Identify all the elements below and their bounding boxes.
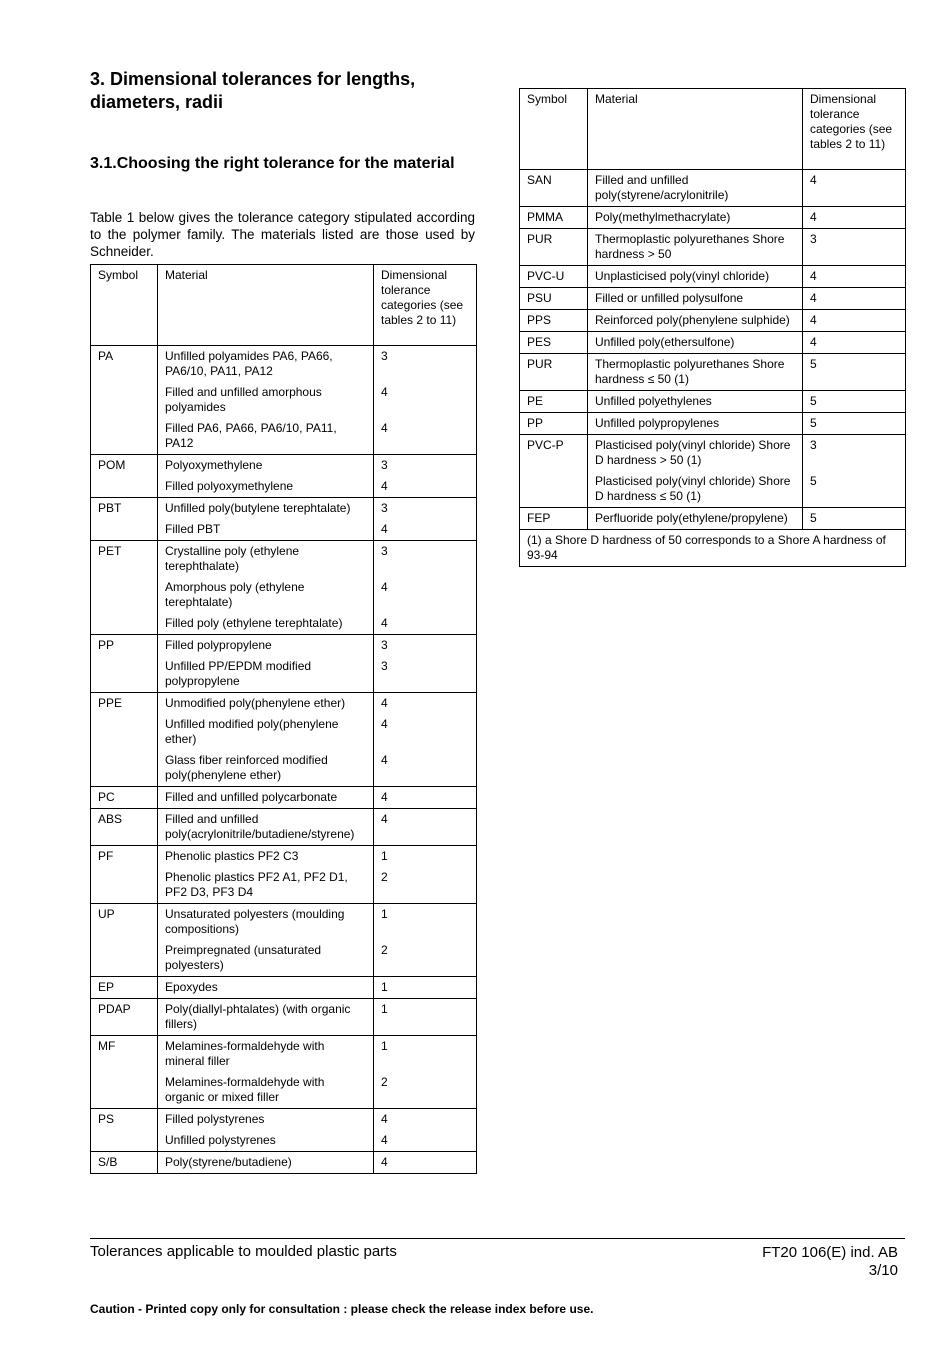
table-row <box>91 1152 477 1174</box>
table-row <box>520 170 906 207</box>
table-row <box>520 354 906 391</box>
table-row <box>520 207 906 229</box>
cell-category: 5 <box>803 354 906 391</box>
cell-material: Phenolic plastics PF2 A1, PF2 D1, PF2 D3, PF3 D4 <box>158 867 374 904</box>
cell-symbol <box>91 714 158 750</box>
table-row <box>91 1036 477 1073</box>
cell-material: Polyoxymethylene <box>158 455 374 477</box>
cell-material: Unfilled polystyrenes <box>158 1130 374 1152</box>
cell-category: 3 <box>374 455 477 477</box>
subsection-heading: 3.1.Choosing the right tolerance for the material <box>90 155 455 172</box>
cell-material: Reinforced poly(phenylene sulphide) <box>588 310 803 332</box>
table-row <box>91 904 477 941</box>
cell-symbol: PSU <box>520 288 588 310</box>
cell-material: Filled and unfilled polycarbonate <box>158 787 374 809</box>
cell-category: 5 <box>803 471 906 508</box>
cell-symbol <box>91 382 158 418</box>
cell-symbol <box>91 940 158 977</box>
cell-material: Phenolic plastics PF2 C3 <box>158 846 374 868</box>
cell-symbol: PES <box>520 332 588 354</box>
cell-symbol: UP <box>91 904 158 941</box>
table-row <box>91 1072 477 1109</box>
cell-material: Plasticised poly(vinyl chloride) Shore D hardness > 50 (1) <box>588 435 803 472</box>
cell-material: Thermoplastic polyurethanes Shore hardness > 50 <box>588 229 803 266</box>
table-row <box>520 508 906 530</box>
cell-symbol <box>91 1072 158 1109</box>
cell-category: 3 <box>803 435 906 472</box>
cell-category: 4 <box>374 1130 477 1152</box>
cell-symbol: PA <box>91 346 158 383</box>
cell-category: 1 <box>374 1036 477 1073</box>
cell-category: 4 <box>374 577 477 613</box>
cell-category: 3 <box>374 346 477 383</box>
doc-ref: FT20 106(E) ind. AB <box>762 1244 898 1261</box>
cell-category: 4 <box>374 787 477 809</box>
table-row <box>520 266 906 288</box>
table-row <box>91 498 477 520</box>
cell-material: Melamines-formaldehyde with mineral filler <box>158 1036 374 1073</box>
table-row <box>91 455 477 477</box>
cell-material: Filled PBT <box>158 519 374 541</box>
cell-material: Unfilled poly(ethersulfone) <box>588 332 803 354</box>
cell-symbol: PBT <box>91 498 158 520</box>
table-row <box>91 714 477 750</box>
table-row <box>91 940 477 977</box>
table-row <box>520 229 906 266</box>
cell-symbol: POM <box>91 455 158 477</box>
cell-category: 4 <box>374 750 477 787</box>
page-number: 3/10 <box>868 1262 898 1279</box>
table-row <box>91 693 477 715</box>
cell-material: Poly(methylmethacrylate) <box>588 207 803 229</box>
header-symbol: Symbol <box>520 89 588 170</box>
cell-category: 5 <box>803 413 906 435</box>
table-row <box>91 519 477 541</box>
cell-category: 4 <box>374 1152 477 1174</box>
caution-notice: Caution - Printed copy only for consultation : please check the release index before use. <box>90 1302 594 1316</box>
header-category: Dimensional tolerance categories (see tables 2 to 11) <box>374 265 477 346</box>
tolerance-table-2 <box>519 88 906 567</box>
table-row <box>520 413 906 435</box>
tolerance-table-1 <box>90 264 477 1174</box>
cell-symbol: PMMA <box>520 207 588 229</box>
cell-material: Unfilled polyethylenes <box>588 391 803 413</box>
cell-material: Filled and unfilled amorphous polyamides <box>158 382 374 418</box>
table-header-row <box>520 89 906 170</box>
cell-symbol: PPS <box>520 310 588 332</box>
table-row <box>91 541 477 578</box>
cell-material: Filled polypropylene <box>158 635 374 657</box>
cell-material: Filled poly (ethylene terephtalate) <box>158 613 374 635</box>
header-material: Material <box>158 265 374 346</box>
table-row <box>91 635 477 657</box>
cell-material: Plasticised poly(vinyl chloride) Shore D hardness ≤ 50 (1) <box>588 471 803 508</box>
cell-category: 3 <box>374 541 477 578</box>
cell-symbol <box>91 613 158 635</box>
table-row <box>91 977 477 999</box>
cell-category: 4 <box>374 382 477 418</box>
cell-symbol: PPE <box>91 693 158 715</box>
table-header-row <box>91 265 477 346</box>
cell-symbol <box>91 656 158 693</box>
cell-category: 1 <box>374 999 477 1036</box>
header-material: Material <box>588 89 803 170</box>
cell-category: 4 <box>374 714 477 750</box>
footer-divider <box>90 1238 905 1239</box>
cell-material: Filled or unfilled polysulfone <box>588 288 803 310</box>
table-row <box>91 1130 477 1152</box>
cell-material: Unfilled polypropylenes <box>588 413 803 435</box>
table-row <box>91 476 477 498</box>
cell-material: Unfilled polyamides PA6, PA66, PA6/10, PA11, PA12 <box>158 346 374 383</box>
cell-category: 3 <box>374 635 477 657</box>
header-symbol: Symbol <box>91 265 158 346</box>
table-row <box>91 787 477 809</box>
table-row <box>91 750 477 787</box>
cell-material: Poly(styrene/butadiene) <box>158 1152 374 1174</box>
cell-material: Filled PA6, PA66, PA6/10, PA11, PA12 <box>158 418 374 455</box>
cell-symbol <box>91 867 158 904</box>
table-row <box>520 471 906 508</box>
cell-category: 4 <box>803 266 906 288</box>
cell-material: Crystalline poly (ethylene terephthalate) <box>158 541 374 578</box>
cell-symbol: PVC-P <box>520 435 588 472</box>
cell-symbol <box>91 476 158 498</box>
cell-symbol: PET <box>91 541 158 578</box>
cell-material: Thermoplastic polyurethanes Shore hardness ≤ 50 (1) <box>588 354 803 391</box>
cell-symbol: S/B <box>91 1152 158 1174</box>
cell-symbol: PF <box>91 846 158 868</box>
cell-category: 4 <box>374 519 477 541</box>
cell-category: 4 <box>803 207 906 229</box>
table-row <box>91 346 477 383</box>
table-row <box>520 332 906 354</box>
cell-symbol <box>91 577 158 613</box>
cell-symbol: PUR <box>520 229 588 266</box>
cell-category: 1 <box>374 846 477 868</box>
cell-material: Unfilled modified poly(phenylene ether) <box>158 714 374 750</box>
cell-material: Unsaturated polyesters (moulding compositions) <box>158 904 374 941</box>
table-row <box>520 288 906 310</box>
cell-symbol <box>91 750 158 787</box>
cell-material: Filled polystyrenes <box>158 1109 374 1131</box>
cell-material: Filled polyoxymethylene <box>158 476 374 498</box>
cell-material: Unplasticised poly(vinyl chloride) <box>588 266 803 288</box>
cell-category: 4 <box>374 693 477 715</box>
table-row <box>91 418 477 455</box>
cell-category: 1 <box>374 904 477 941</box>
cell-symbol: ABS <box>91 809 158 846</box>
cell-symbol: SAN <box>520 170 588 207</box>
cell-material: Epoxydes <box>158 977 374 999</box>
cell-material: Filled and unfilled poly(acrylonitrile/butadiene/styrene) <box>158 809 374 846</box>
footer-title: Tolerances applicable to moulded plastic parts <box>90 1243 397 1260</box>
cell-material: Poly(diallyl-phtalates) (with organic fillers) <box>158 999 374 1036</box>
table-row <box>91 656 477 693</box>
cell-category: 4 <box>803 332 906 354</box>
cell-symbol: PE <box>520 391 588 413</box>
cell-category: 3 <box>374 498 477 520</box>
cell-material: Glass fiber reinforced modified poly(phenylene ether) <box>158 750 374 787</box>
cell-category: 4 <box>374 809 477 846</box>
cell-material: Preimpregnated (unsaturated polyesters) <box>158 940 374 977</box>
table-row <box>520 391 906 413</box>
cell-category: 2 <box>374 867 477 904</box>
cell-symbol: PVC-U <box>520 266 588 288</box>
cell-symbol: PUR <box>520 354 588 391</box>
cell-material: Unfilled PP/EPDM modified polypropylene <box>158 656 374 693</box>
cell-category: 4 <box>803 310 906 332</box>
cell-category: 4 <box>374 1109 477 1131</box>
cell-symbol <box>91 519 158 541</box>
table-row <box>91 382 477 418</box>
footer-reference <box>762 1244 898 1280</box>
cell-symbol: PP <box>520 413 588 435</box>
table-row <box>91 613 477 635</box>
section-heading: 3. Dimensional tolerances for lengths, diameters, radii <box>90 69 416 112</box>
cell-category: 3 <box>803 229 906 266</box>
cell-symbol <box>91 418 158 455</box>
cell-category: 4 <box>374 418 477 455</box>
table-row <box>91 846 477 868</box>
cell-category: 4 <box>803 288 906 310</box>
table-row <box>91 1109 477 1131</box>
header-category: Dimensional tolerance categories (see tables 2 to 11) <box>803 89 906 170</box>
cell-category: 1 <box>374 977 477 999</box>
cell-material: Melamines-formaldehyde with organic or mixed filler <box>158 1072 374 1109</box>
table-row <box>91 999 477 1036</box>
table-row <box>91 809 477 846</box>
table-note-row <box>520 530 906 567</box>
cell-symbol: PP <box>91 635 158 657</box>
table-row <box>91 867 477 904</box>
cell-category: 5 <box>803 391 906 413</box>
cell-category: 4 <box>374 613 477 635</box>
cell-category: 5 <box>803 508 906 530</box>
cell-category: 4 <box>374 476 477 498</box>
table-footnote: (1) a Shore D hardness of 50 corresponds to a Shore A hardness of 93-94 <box>520 530 906 567</box>
cell-category: 3 <box>374 656 477 693</box>
cell-symbol: PS <box>91 1109 158 1131</box>
cell-material: Filled and unfilled poly(styrene/acrylonitrile) <box>588 170 803 207</box>
cell-symbol <box>520 471 588 508</box>
table-row <box>520 435 906 472</box>
cell-material: Perfluoride poly(ethylene/propylene) <box>588 508 803 530</box>
cell-material: Unfilled poly(butylene terephtalate) <box>158 498 374 520</box>
cell-symbol: PC <box>91 787 158 809</box>
cell-symbol: MF <box>91 1036 158 1073</box>
cell-symbol: EP <box>91 977 158 999</box>
cell-category: 4 <box>803 170 906 207</box>
table-row <box>520 310 906 332</box>
cell-material: Amorphous poly (ethylene terephtalate) <box>158 577 374 613</box>
cell-material: Unmodified poly(phenylene ether) <box>158 693 374 715</box>
table-row <box>91 577 477 613</box>
intro-paragraph: Table 1 below gives the tolerance category stipulated according to the polymer family. The materials listed are those used by Schneider. <box>90 210 475 259</box>
cell-symbol: PDAP <box>91 999 158 1036</box>
cell-category: 2 <box>374 1072 477 1109</box>
cell-category: 2 <box>374 940 477 977</box>
cell-symbol <box>91 1130 158 1152</box>
cell-symbol: FEP <box>520 508 588 530</box>
